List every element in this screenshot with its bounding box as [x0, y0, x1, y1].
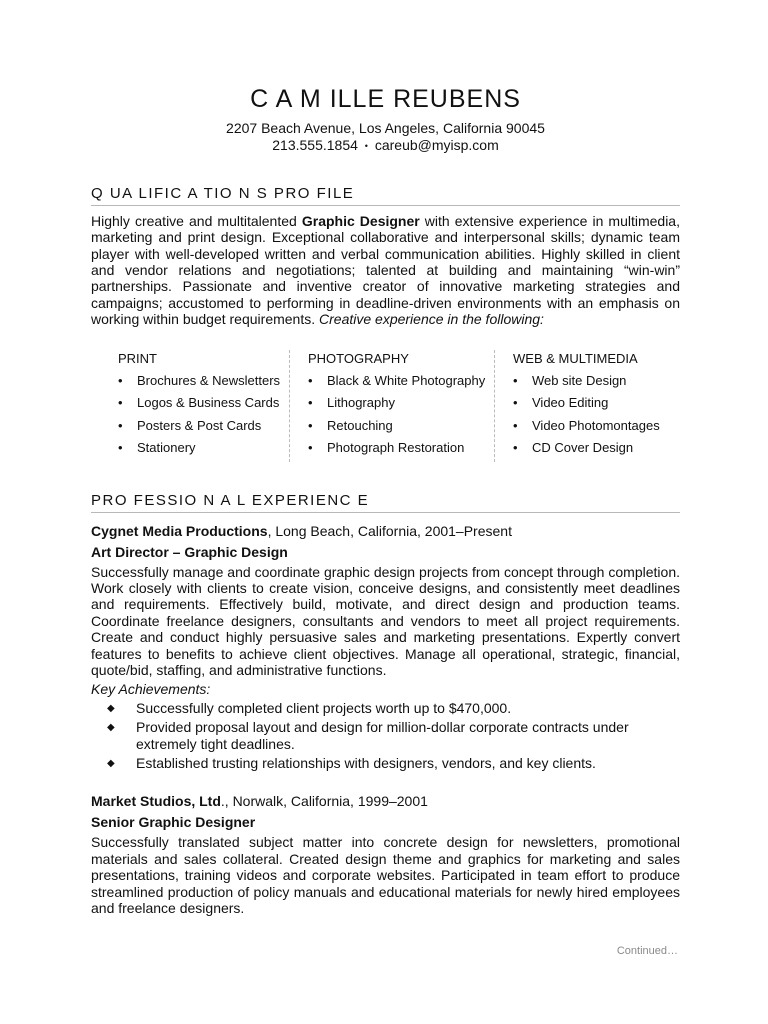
company-location-dates: ., Norwalk, California, 1999–2001 — [220, 793, 428, 810]
achievements-label: Key Achievements: — [91, 681, 211, 698]
achievement-item — [91, 719, 680, 753]
company-name: Market Studios, Ltd — [91, 793, 221, 810]
company-name: Cygnet Media Productions — [91, 522, 268, 539]
skill-item: • Black & White Photography — [308, 372, 494, 389]
achievement-item — [91, 755, 680, 772]
diamond-bullet-icon: ◆ — [107, 703, 115, 715]
achievement-text: Provided proposal layout and design for million-dollar corporate contracts under extremely tight deadlines. — [136, 719, 629, 753]
job-title: Senior Graphic Designer — [91, 814, 256, 831]
column-title: PHOTOGRAPHY — [308, 350, 409, 366]
contact-phone-email — [91, 137, 680, 155]
summary-text-start: Highly creative and multitalented — [91, 212, 302, 229]
job-description: Successfully manage and coordinate graphic design projects from concept through completion. Work closely with clients to create vision, conceive designs, and consistently meet deadlines and requirements. Effectively build, motivate, and direct design and production teams. Coordinate freelance designers, consultants and vendors to meet all project requirements. Create and conduct highly persuasive sales and marketing presentations. Expertly convert features to benefits to achieve client objectives. Manage all operational, strategic, financial, quote/bid, staffing, and administrative functions. — [91, 563, 680, 679]
skill-item: • Posters & Post Cards — [118, 417, 289, 434]
separator-bullet: • — [364, 140, 368, 151]
job-company-line — [91, 793, 680, 810]
skill-item: • Logos & Business Cards — [118, 394, 289, 411]
skills-column-photography — [289, 350, 494, 462]
job-title: Art Director – Graphic Design — [91, 543, 288, 560]
skill-item: • Lithography — [308, 394, 494, 411]
skill-item: • Web site Design — [513, 372, 680, 389]
experience-heading: PRO FESSIO N A L EXPERIENC E — [91, 492, 680, 513]
skills-columns — [91, 350, 680, 462]
achievement-item — [91, 700, 680, 717]
job-company-line — [91, 523, 680, 540]
skills-column-print — [91, 350, 289, 462]
achievement-text: Successfully completed client projects worth up to $470,000. — [136, 700, 512, 717]
candidate-name: C A M ILLE REUBENS — [250, 85, 521, 113]
skill-item: • Video Photomontages — [513, 417, 680, 434]
phone: 213.555.1854 — [272, 137, 358, 153]
resume-page — [91, 84, 680, 917]
summary-job-title: Graphic Designer — [301, 212, 420, 229]
continued-note: Continued… — [616, 945, 678, 957]
skills-column-web-multimedia — [494, 350, 680, 462]
contact-address: 2207 Beach Avenue, Los Angeles, California 90045 — [226, 120, 545, 136]
column-title: PRINT — [118, 350, 157, 366]
skill-item: • Brochures & Newsletters — [118, 372, 289, 389]
achievements-list — [91, 700, 680, 772]
summary-lead-in: Creative experience in the following: — [319, 311, 544, 328]
summary-text-rest: with extensive experience in multimedia, marketing and print design. Exceptional collaborative and interpersonal skills; dynamic team player with well-developed written and verbal communication abilities. Highly skilled in client and vendor relations and negotiations; talented at building and maintaining “win-win” partnerships. Passionate and inventive creator of innovative marketing strategies and campaigns; accustomed to performing in deadline-driven environments with an emphasis on working within budget requirements. — [91, 212, 680, 328]
diamond-bullet-icon: ◆ — [107, 758, 115, 770]
diamond-bullet-icon: ◆ — [107, 722, 115, 734]
column-title: WEB & MULTIMEDIA — [513, 350, 638, 366]
qualifications-heading: Q UA LIFIC A TIO N S PRO FILE — [91, 185, 680, 206]
achievement-text: Established trusting relationships with designers, vendors, and key clients. — [136, 755, 596, 772]
skill-item: • Stationery — [118, 439, 289, 456]
email: careub@myisp.com — [374, 137, 499, 153]
skill-item: • Photograph Restoration — [308, 439, 494, 456]
skill-item: • Video Editing — [513, 394, 680, 411]
skill-item: • Retouching — [308, 417, 494, 434]
qualifications-summary — [91, 213, 680, 328]
company-location-dates: , Long Beach, California, 2001–Present — [267, 522, 512, 539]
skill-item: • CD Cover Design — [513, 439, 680, 456]
job-description: Successfully translated subject matter into concrete design for newsletters, promotional materials and sales collateral. Created design theme and graphics for marketing and sales presentations, training videos and corporate websites. Participated in team effort to produce streamlined production of policy manuals and educational materials for newly hired employees and freelance designers. — [91, 834, 680, 917]
